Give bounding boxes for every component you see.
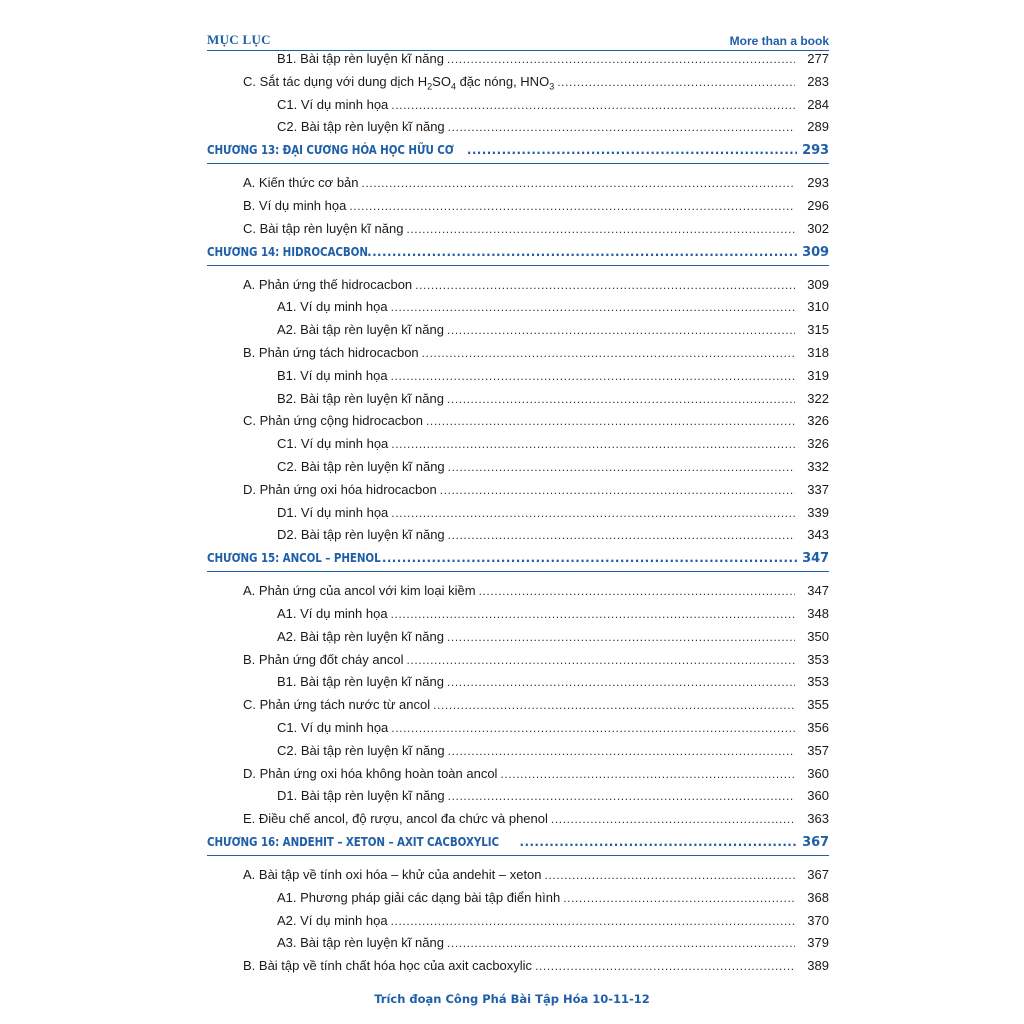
page-number: 353 (807, 651, 829, 667)
leader-dots (448, 785, 795, 808)
leader-dots (349, 195, 795, 218)
entry-title: B2. Bài tập rèn luyện kĩ năng (277, 390, 444, 406)
page-footer: Trích đoạn Công Phá Bài Tập Hóa 10-11-12 (374, 992, 650, 1006)
page-number: 326 (807, 436, 829, 452)
entry-title: B. Phản ứng tách hidrocacbon (243, 344, 419, 360)
toc-entry[interactable] (207, 116, 829, 139)
entry-title: A. Phản ứng của ancol với kim loại kiềm (243, 583, 476, 599)
toc-entry[interactable] (207, 932, 829, 955)
leader-dots (391, 296, 795, 319)
entry-title: A2. Ví dụ minh họa (277, 912, 388, 928)
page-number: 284 (807, 96, 829, 112)
leader-dots (415, 274, 795, 297)
page-number: 367 (807, 866, 829, 882)
leader-dots (448, 524, 795, 547)
table-of-contents (207, 48, 829, 978)
leader-dots (467, 139, 797, 161)
leader-dots (391, 433, 795, 456)
entry-title: C2. Bài tập rèn luyện kĩ năng (277, 119, 445, 135)
chapter-title: CHƯƠNG 14: HIDROCACBON (207, 244, 368, 259)
page-number: 283 (807, 73, 829, 89)
entry-title: A1. Phương pháp giải các dạng bài tập điển hình (277, 889, 561, 905)
toc-entry[interactable] (207, 410, 829, 433)
toc-chapter[interactable] (207, 547, 829, 572)
entry-title: C. Phản ứng cộng hidrocacbon (243, 413, 423, 429)
page-number: 319 (807, 367, 829, 383)
toc-entry[interactable] (207, 296, 829, 319)
leader-dots (448, 116, 795, 139)
page-number: 339 (807, 504, 829, 520)
page-number: 389 (807, 958, 829, 974)
entry-title: B. Phản ứng đốt cháy ancol (243, 651, 404, 667)
toc-entry[interactable] (207, 694, 829, 717)
toc-entry[interactable] (207, 910, 829, 933)
leader-dots (406, 218, 795, 241)
leader-dots (391, 603, 795, 626)
toc-entry[interactable] (207, 626, 829, 649)
page-number: 318 (807, 344, 829, 360)
leader-dots (447, 48, 795, 71)
toc-entry[interactable] (207, 502, 829, 525)
entry-title: B. Bài tập về tính chất hóa học của axit cacboxylic (243, 958, 533, 974)
tagline: More than a book (729, 34, 829, 48)
page-number: 370 (807, 912, 829, 928)
entry-title: A1. Ví dụ minh họa (277, 299, 388, 315)
toc-entry[interactable] (207, 524, 829, 547)
page-number: 293 (802, 143, 829, 159)
entry-title: C1. Ví dụ minh họa (277, 436, 389, 452)
page-number: 315 (807, 322, 829, 338)
leader-dots (447, 388, 795, 411)
page-number: 356 (807, 719, 829, 735)
toc-entry[interactable] (207, 763, 829, 786)
entry-title: D1. Bài tập rèn luyện kĩ năng (277, 788, 445, 804)
leader-dots (545, 864, 795, 887)
page-number: 302 (807, 220, 829, 236)
leader-dots (447, 626, 795, 649)
toc-entry[interactable] (207, 955, 829, 978)
page-number: 343 (807, 527, 829, 543)
leader-dots (391, 717, 795, 740)
entry-title: C. Phản ứng tách nước từ ancol (243, 697, 431, 713)
entry-title: C2. Bài tập rèn luyện kĩ năng (277, 458, 445, 474)
leader-dots (367, 241, 797, 263)
leader-dots (557, 71, 795, 94)
toc-entry[interactable] (207, 649, 829, 672)
page-number: 357 (807, 742, 829, 758)
leader-dots (440, 479, 795, 502)
entry-title: C2. Bài tập rèn luyện kĩ năng (277, 742, 445, 758)
toc-entry[interactable] (207, 388, 829, 411)
entry-title: C1. Ví dụ minh họa (277, 719, 389, 735)
section-title: MỤC LỤC (207, 32, 271, 47)
entry-title: B1. Ví dụ minh họa (277, 367, 388, 383)
entry-title: A. Phản ứng thế hidrocacbon (243, 276, 413, 292)
entry-title: D. Phản ứng oxi hóa hidrocacbon (243, 481, 437, 497)
toc-entry[interactable] (207, 887, 829, 910)
leader-dots (563, 887, 795, 910)
chapter-title: CHƯƠNG 16: ANDEHIT – XETON – AXIT CACBOXYLIC (207, 834, 499, 849)
leader-dots (535, 955, 795, 978)
page-number: 332 (807, 458, 829, 474)
leader-dots (391, 502, 795, 525)
leader-dots (447, 319, 795, 342)
leader-dots (422, 342, 795, 365)
page-number: 368 (807, 889, 829, 905)
page-number: 289 (807, 119, 829, 135)
toc-entry[interactable] (207, 195, 829, 218)
entry-title: A3. Bài tập rèn luyện kĩ năng (277, 935, 444, 951)
page-number: 350 (807, 628, 829, 644)
page-number: 277 (807, 51, 829, 66)
page-number: 347 (802, 551, 829, 567)
leader-dots (448, 740, 795, 763)
page-number: 363 (807, 811, 829, 827)
leader-dots (391, 910, 795, 933)
entry-title: A. Kiến thức cơ bản (243, 175, 359, 191)
toc-entry[interactable] (207, 94, 829, 117)
toc-entry[interactable] (207, 479, 829, 502)
entry-title: D2. Bài tập rèn luyện kĩ năng (277, 527, 445, 543)
page-number: 322 (807, 390, 829, 406)
entry-title: A2. Bài tập rèn luyện kĩ năng (277, 322, 444, 338)
leader-dots (447, 932, 795, 955)
page-number: 337 (807, 481, 829, 497)
toc-entry[interactable] (207, 342, 829, 365)
toc-entry[interactable] (207, 740, 829, 763)
entry-title: C. Sắt tác dụng với dung dịch $H_2SO_4$ đặc nóng, $HNO_3$ (243, 73, 555, 92)
toc-chapter[interactable] (207, 139, 829, 164)
entry-title: D. Phản ứng oxi hóa không hoàn toàn ancol (243, 765, 498, 781)
page-number: 347 (807, 583, 829, 599)
chapter-title: CHƯƠNG 15: ANCOL – PHENOL (207, 551, 381, 566)
toc-entry[interactable] (207, 48, 829, 71)
entry-title: C. Bài tập rèn luyện kĩ năng (243, 220, 404, 236)
page-number: 326 (807, 413, 829, 429)
toc-entry[interactable] (207, 671, 829, 694)
toc-entry[interactable] (207, 717, 829, 740)
page-number: 296 (807, 197, 829, 213)
toc-entry[interactable] (207, 808, 829, 831)
page-number: 367 (802, 834, 829, 850)
chapter-title: CHƯƠNG 13: ĐẠI CƯƠNG HÓA HỌC HỮU CƠ (207, 143, 454, 158)
entry-title: C1. Ví dụ minh họa (277, 96, 389, 112)
entry-title: A2. Bài tập rèn luyện kĩ năng (277, 628, 444, 644)
leader-dots (447, 671, 795, 694)
leader-dots (551, 808, 795, 831)
page-number: 360 (807, 765, 829, 781)
toc-entry[interactable] (207, 433, 829, 456)
leader-dots (448, 456, 795, 479)
page-number: 355 (807, 697, 829, 713)
page-number: 348 (807, 605, 829, 621)
leader-dots (391, 365, 795, 388)
page-number: 309 (807, 276, 829, 292)
toc-chapter[interactable] (207, 241, 829, 266)
page-number: 353 (807, 674, 829, 690)
toc-entry[interactable] (207, 864, 829, 887)
leader-dots (433, 694, 795, 717)
page-number: 293 (807, 175, 829, 191)
toc-entry[interactable] (207, 172, 829, 195)
entry-title: B1. Bài tập rèn luyện kĩ năng (277, 674, 444, 690)
leader-dots (426, 410, 795, 433)
leader-dots (391, 94, 795, 117)
leader-dots (500, 763, 795, 786)
entry-title: A. Bài tập về tính oxi hóa – khử của andehit – xeton (243, 866, 542, 882)
leader-dots (362, 172, 795, 195)
toc-entry[interactable] (207, 456, 829, 479)
entry-title: B1. Bài tập rèn luyện kĩ năng (277, 51, 444, 66)
entry-title: B. Ví dụ minh họa (243, 197, 347, 213)
entry-title: A1. Ví dụ minh họa (277, 605, 388, 621)
toc-entry[interactable] (207, 603, 829, 626)
toc-entry[interactable] (207, 274, 829, 297)
entry-title: E. Điều chế ancol, độ rượu, ancol đa chức và phenol (243, 811, 548, 827)
leader-dots (520, 831, 797, 853)
leader-dots (479, 580, 795, 603)
entry-title: D1. Ví dụ minh họa (277, 504, 389, 520)
toc-entry[interactable] (207, 580, 829, 603)
toc-entry[interactable] (207, 319, 829, 342)
toc-entry[interactable] (207, 71, 829, 94)
page-number: 360 (807, 788, 829, 804)
toc-entry[interactable] (207, 785, 829, 808)
page-number: 379 (807, 935, 829, 951)
toc-chapter[interactable] (207, 831, 829, 856)
leader-dots (406, 649, 795, 672)
leader-dots (382, 547, 797, 569)
toc-entry[interactable] (207, 218, 829, 241)
page-number: 309 (802, 244, 829, 260)
toc-entry[interactable] (207, 365, 829, 388)
page-number: 310 (807, 299, 829, 315)
